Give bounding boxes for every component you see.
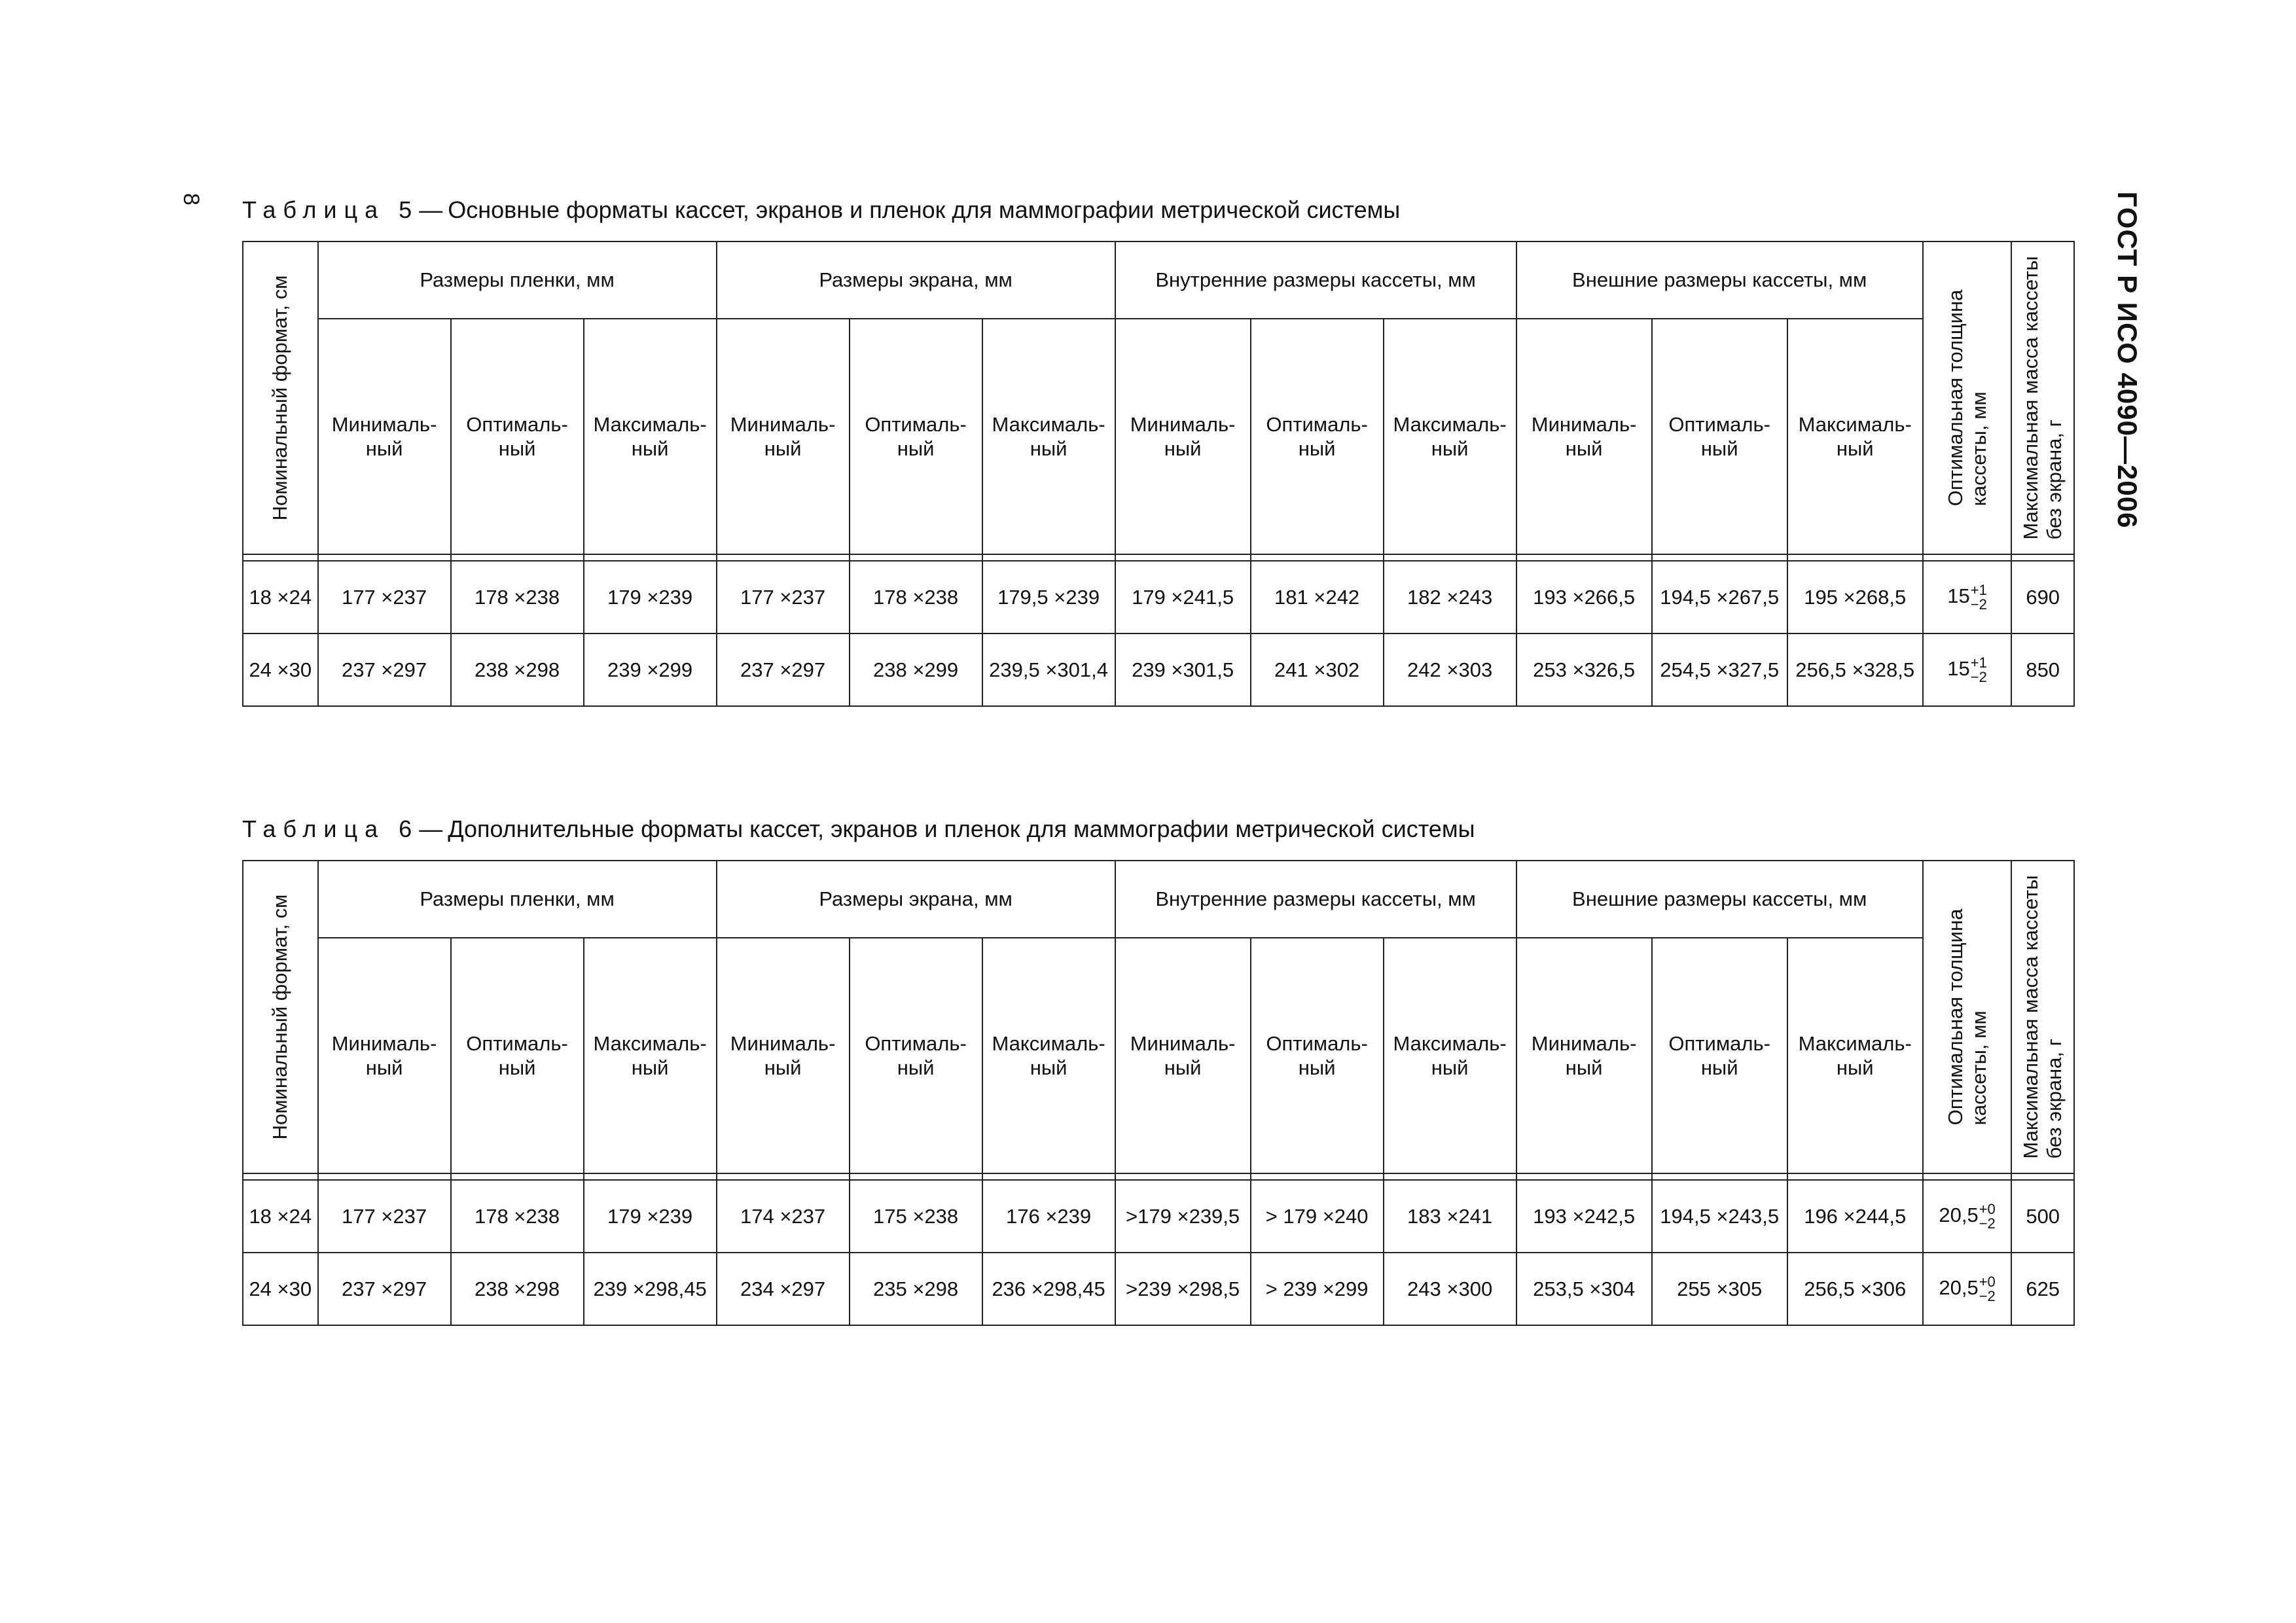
tolerance-upper: +0 — [1979, 1200, 1996, 1217]
header-group: Внутренние размеры кассеты, мм — [1115, 241, 1516, 319]
cell-value: 237 ×297 — [318, 633, 451, 706]
cell-value: 179 ×239 — [584, 1180, 717, 1253]
cell-value: 178 ×238 — [850, 561, 982, 633]
data-table — [242, 241, 2075, 707]
cell-value: 237 ×297 — [717, 633, 850, 706]
gap-cell — [451, 554, 584, 561]
cell-mass: 850 — [2011, 633, 2074, 706]
gap-cell — [1251, 554, 1384, 561]
header-thickness — [1923, 241, 2012, 554]
header-sub: Минималь- ный — [318, 319, 451, 554]
gap-cell — [2011, 554, 2074, 561]
thickness-tolerance — [1979, 1275, 1996, 1304]
cell-value: 238 ×298 — [451, 1253, 584, 1325]
gap-cell — [1516, 554, 1652, 561]
header-nominal-format — [243, 861, 318, 1173]
cell-value: 239,5 ×301,4 — [982, 633, 1115, 706]
gap-cell — [982, 1173, 1115, 1180]
gap-cell — [243, 1173, 318, 1180]
header-sub: Оптималь- ный — [1251, 938, 1384, 1173]
cell-format: 18 ×24 — [243, 1180, 318, 1253]
cell-value: 238 ×299 — [850, 633, 982, 706]
cell-value: 241 ×302 — [1251, 633, 1384, 706]
gap-cell — [243, 554, 318, 561]
page-number: 8 — [178, 193, 204, 205]
header-group: Размеры экрана, мм — [717, 241, 1115, 319]
gap-cell — [1652, 554, 1787, 561]
cell-value: 239 ×299 — [584, 633, 717, 706]
header-sub: Минималь- ный — [717, 938, 850, 1173]
header-sub: Максималь- ный — [584, 319, 717, 554]
header-sub: Оптималь- ный — [451, 938, 584, 1173]
cell-value: 256,5 ×306 — [1787, 1253, 1923, 1325]
header-sub: Минималь- ный — [1115, 938, 1251, 1173]
header-sub: Оптималь- ный — [1251, 319, 1384, 554]
header-sub: Минималь- ный — [1516, 938, 1652, 1173]
cell-value: 196 ×244,5 — [1787, 1180, 1923, 1253]
table-caption-text: Основные форматы кассет, экранов и пленок для маммографии метрической системы — [448, 196, 1401, 223]
cell-value: 179 ×239 — [584, 561, 717, 633]
cell-thickness — [1923, 1180, 2012, 1253]
gap-cell — [717, 1173, 850, 1180]
table-row — [243, 633, 2074, 706]
cell-value: > 179 ×240 — [1251, 1180, 1384, 1253]
tolerance-lower: −2 — [1979, 1287, 1996, 1304]
cell-mass: 625 — [2011, 1253, 2074, 1325]
header-group: Внутренние размеры кассеты, мм — [1115, 861, 1516, 938]
header-nominal-format-text: Номинальный формат, см — [268, 275, 292, 521]
thickness-tolerance — [1971, 656, 1987, 685]
header-nominal-format — [243, 241, 318, 554]
header-thickness — [1923, 861, 2012, 1173]
gap-cell — [717, 554, 850, 561]
header-row-groups — [243, 861, 2074, 938]
cell-value: 177 ×237 — [318, 561, 451, 633]
table-caption-word: Таблица — [242, 815, 386, 842]
header-sub: Максималь- ный — [1787, 319, 1923, 554]
table-caption — [242, 196, 1400, 224]
cell-mass: 690 — [2011, 561, 2074, 633]
header-row-subs — [243, 319, 2074, 554]
thickness-base: 20,5 — [1939, 1203, 1979, 1226]
cell-value: 179,5 ×239 — [982, 561, 1115, 633]
table-caption — [242, 815, 1475, 843]
cell-value: 179 ×241,5 — [1115, 561, 1251, 633]
header-sub: Максималь- ный — [982, 319, 1115, 554]
thickness-base: 15 — [1947, 656, 1970, 680]
table-caption-number: 6 — [385, 815, 420, 842]
cell-value: 178 ×238 — [451, 1180, 584, 1253]
gap-cell — [1923, 1173, 2012, 1180]
cell-value: 183 ×241 — [1384, 1180, 1516, 1253]
cell-value: >239 ×298,5 — [1115, 1253, 1251, 1325]
tolerance-lower: −2 — [1970, 668, 1987, 685]
tolerance-upper: +1 — [1970, 654, 1987, 671]
gap-cell — [1923, 554, 2012, 561]
cell-value: 193 ×242,5 — [1516, 1180, 1652, 1253]
header-gap-row — [243, 554, 2074, 561]
data-table — [242, 860, 2075, 1326]
header-group: Размеры экрана, мм — [717, 861, 1115, 938]
cell-value: 239 ×298,45 — [584, 1253, 717, 1325]
cell-value: >179 ×239,5 — [1115, 1180, 1251, 1253]
table-caption-text: Дополнительные форматы кассет, экранов и пленок для маммографии метрической системы — [448, 815, 1475, 842]
table-caption-dash: — — [419, 815, 443, 842]
cell-thickness — [1923, 633, 2012, 706]
header-gap-row — [243, 1173, 2074, 1180]
gap-cell — [850, 554, 982, 561]
cell-value: 181 ×242 — [1251, 561, 1384, 633]
gap-cell — [451, 1173, 584, 1180]
cell-value: 177 ×237 — [318, 1180, 451, 1253]
header-sub: Минималь- ный — [717, 319, 850, 554]
table-caption-number: 5 — [385, 196, 420, 223]
gap-cell — [584, 554, 717, 561]
cell-value: 176 ×239 — [982, 1180, 1115, 1253]
header-group: Внешние размеры кассеты, мм — [1516, 861, 1923, 938]
gap-cell — [318, 554, 451, 561]
tolerance-upper: +0 — [1979, 1273, 1996, 1290]
gap-cell — [1384, 1173, 1516, 1180]
tolerance-upper: +1 — [1970, 581, 1987, 598]
cell-value: 253,5 ×304 — [1516, 1253, 1652, 1325]
gap-cell — [982, 554, 1115, 561]
gap-cell — [1652, 1173, 1787, 1180]
header-mass-text: Максимальная масса кассеты без экрана, г — [2019, 256, 2066, 540]
header-sub: Максималь- ный — [982, 938, 1115, 1173]
cell-value: 253 ×326,5 — [1516, 633, 1652, 706]
table-row — [243, 1180, 2074, 1253]
header-sub: Минималь- ный — [318, 938, 451, 1173]
cell-value: 243 ×300 — [1384, 1253, 1516, 1325]
cell-value: 193 ×266,5 — [1516, 561, 1652, 633]
table-caption-dash: — — [419, 196, 443, 223]
header-mass — [2011, 241, 2074, 554]
document-code: ГОСТ Р ИСО 4090—2006 — [2112, 191, 2143, 529]
cell-value: 239 ×301,5 — [1115, 633, 1251, 706]
cell-format: 24 ×30 — [243, 1253, 318, 1325]
cell-value: 256,5 ×328,5 — [1787, 633, 1923, 706]
gap-cell — [1115, 554, 1251, 561]
thickness-tolerance — [1979, 1202, 1996, 1231]
cell-value: 182 ×243 — [1384, 561, 1516, 633]
thickness-base: 15 — [1947, 584, 1970, 607]
header-nominal-format-text: Номинальный формат, см — [268, 894, 292, 1140]
cell-value: 236 ×298,45 — [982, 1253, 1115, 1325]
gap-cell — [1384, 554, 1516, 561]
cell-value: 234 ×297 — [717, 1253, 850, 1325]
cell-format: 24 ×30 — [243, 633, 318, 706]
header-group: Внешние размеры кассеты, мм — [1516, 241, 1923, 319]
gap-cell — [850, 1173, 982, 1180]
header-thickness-text: Оптимальная толщина кассеты, мм — [1943, 908, 1990, 1126]
cell-value: 178 ×238 — [451, 561, 584, 633]
header-mass-text: Максимальная масса кассеты без экрана, г — [2019, 875, 2066, 1159]
cell-value: 238 ×298 — [451, 633, 584, 706]
cell-value: 242 ×303 — [1384, 633, 1516, 706]
table-row — [243, 561, 2074, 633]
tolerance-lower: −2 — [1979, 1215, 1996, 1232]
cell-value: 194,5 ×243,5 — [1652, 1180, 1787, 1253]
header-sub: Максималь- ный — [584, 938, 717, 1173]
gap-cell — [1787, 554, 1923, 561]
cell-value: 255 ×305 — [1652, 1253, 1787, 1325]
cell-value: 195 ×268,5 — [1787, 561, 1923, 633]
cell-thickness — [1923, 561, 2012, 633]
gap-cell — [2011, 1173, 2074, 1180]
cell-value: 174 ×237 — [717, 1180, 850, 1253]
header-group: Размеры пленки, мм — [318, 241, 717, 319]
cell-value: 235 ×298 — [850, 1253, 982, 1325]
header-sub: Оптималь- ный — [1652, 319, 1787, 554]
gap-cell — [584, 1173, 717, 1180]
cell-format: 18 ×24 — [243, 561, 318, 633]
header-sub: Максималь- ный — [1384, 319, 1516, 554]
cell-value: 254,5 ×327,5 — [1652, 633, 1787, 706]
header-sub: Максималь- ный — [1787, 938, 1923, 1173]
cell-value: 194,5 ×267,5 — [1652, 561, 1787, 633]
cell-mass: 500 — [2011, 1180, 2074, 1253]
cell-value: > 239 ×299 — [1251, 1253, 1384, 1325]
table-caption-word: Таблица — [242, 196, 386, 223]
header-mass — [2011, 861, 2074, 1173]
thickness-base: 20,5 — [1939, 1275, 1979, 1299]
cell-thickness — [1923, 1253, 2012, 1325]
cell-value: 177 ×237 — [717, 561, 850, 633]
header-row-subs — [243, 938, 2074, 1173]
header-row-groups — [243, 241, 2074, 319]
gap-cell — [318, 1173, 451, 1180]
table-row — [243, 1253, 2074, 1325]
header-sub: Оптималь- ный — [451, 319, 584, 554]
header-sub: Максималь- ный — [1384, 938, 1516, 1173]
header-sub: Оптималь- ный — [1652, 938, 1787, 1173]
header-sub: Минималь- ный — [1516, 319, 1652, 554]
header-group: Размеры пленки, мм — [318, 861, 717, 938]
header-sub: Минималь- ный — [1115, 319, 1251, 554]
thickness-tolerance — [1971, 583, 1987, 612]
tolerance-lower: −2 — [1970, 596, 1987, 613]
gap-cell — [1115, 1173, 1251, 1180]
header-thickness-text: Оптимальная толщина кассеты, мм — [1943, 289, 1990, 507]
cell-value: 175 ×238 — [850, 1180, 982, 1253]
gap-cell — [1787, 1173, 1923, 1180]
gap-cell — [1516, 1173, 1652, 1180]
header-sub: Оптималь- ный — [850, 319, 982, 554]
cell-value: 237 ×297 — [318, 1253, 451, 1325]
gap-cell — [1251, 1173, 1384, 1180]
header-sub: Оптималь- ный — [850, 938, 982, 1173]
